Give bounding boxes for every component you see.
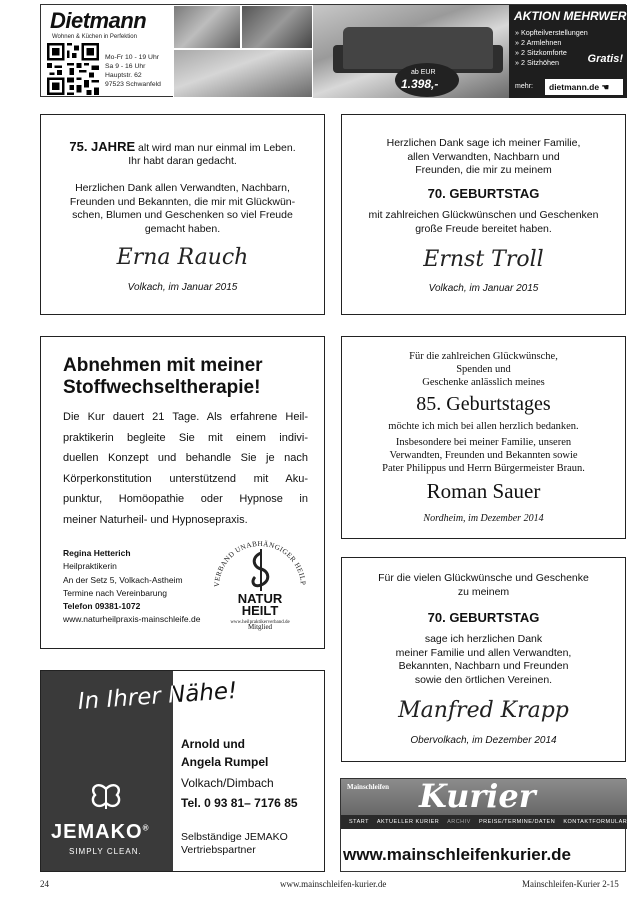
nav-item[interactable]: AKTUELLER KURIER [376, 819, 440, 825]
sauer-signature: Roman Sauer [426, 479, 541, 503]
list-item: » 2 Sitzhöhen [515, 58, 559, 67]
headline-line: Abnehmen mit meiner [63, 355, 263, 376]
seal-main-2: HEILT [241, 603, 279, 618]
contact-phone: Telefon 09381-1072 [63, 601, 141, 612]
price-badge [395, 63, 459, 97]
text-line: Arnold und [181, 737, 245, 751]
address-city: 97523 Schwanfeld [105, 81, 161, 88]
troll-heading: 70. GEBURTSTAG [427, 186, 540, 201]
text-line: Herzlichen Dank sage ich meiner Familie, [386, 137, 581, 149]
price-from-label: ab EUR [411, 69, 436, 76]
ad-roman-sauer [341, 336, 626, 539]
text-line: Freunden und Bekannten, die mir mit Glückwün- [69, 195, 296, 208]
price-value: 1.398,- [401, 77, 439, 91]
contact-appointments: Termine nach Vereinbarung [63, 587, 167, 598]
contact-title: Heilpraktikerin [63, 561, 117, 572]
text-line: gemacht haben. [144, 222, 221, 235]
krapp-intro [342, 572, 625, 599]
jemako-phone: Tel. 0 93 81– 7176 85 [181, 796, 298, 810]
gratis-label: Gratis! [587, 53, 623, 65]
text-line: schen, Blumen und Geschenken so viel Freude [72, 209, 293, 221]
rauch-title-line [41, 139, 324, 154]
nav-item[interactable]: PREISE/TERMINE/DATEN [478, 819, 556, 825]
footer-website: www.mainschleifen-kurier.de [280, 879, 387, 889]
text-line: Die Kur dauert 21 Tage. Als erfahrene Heil- [63, 411, 308, 423]
ad-naturheilpraxis-hetterich [40, 336, 325, 649]
qr-code-icon[interactable] [47, 43, 99, 95]
hours-saturday: Sa 9 - 16 Uhr [105, 63, 146, 70]
text-line: Pater Philippus und Herrn Bürgermeister Braun. [382, 463, 585, 474]
krapp-body [342, 633, 625, 687]
text-line: praktikerin begleite Sie mit einem indivi- [63, 431, 308, 444]
contact-address: An der Setz 5, Volkach-Astheim [63, 574, 183, 585]
furniture-photos [173, 5, 313, 98]
sauer-place-date: Nordheim, im Dezember 2014 [423, 513, 544, 524]
hours-weekday: Mo-Fr 10 - 19 Uhr [105, 54, 160, 61]
rauch-signature: Erna Rauch [116, 245, 249, 270]
dietmann-logo [44, 8, 172, 40]
url-text: dietmann.de [549, 82, 600, 92]
list-item: » Kopfteilverstellungen [515, 28, 588, 37]
troll-intro [342, 137, 625, 178]
text-line: Selbständige JEMAKO [181, 831, 288, 843]
seal-ring-text: VERBAND UNABHÄNGIGER HEILP [212, 539, 308, 588]
text-line: Insbesondere bei meiner Familie, unseren [395, 437, 572, 448]
text-line: zu meinem [457, 585, 510, 598]
text-line: meiner Naturheil- und Hypnosepraxis. [63, 513, 248, 526]
text-line: Für die zahlreichen Glückwünsche, [409, 351, 558, 362]
action-title: AKTION MEHRWERT... [514, 9, 643, 23]
jemako-location: Volkach/Dimbach [181, 776, 274, 790]
rauch-age-head: 75. JAHRE [69, 139, 136, 154]
ad-erna-rauch [40, 114, 325, 315]
text-line: meiner Familie und allen Verwandten, [395, 646, 572, 659]
dietmann-hours [105, 53, 161, 89]
more-label: mehr: [515, 83, 533, 90]
text-line: Herzlichen Dank allen Verwandten, Nachbarn, [75, 182, 290, 194]
text-line: Spenden und [456, 363, 511, 375]
text-line: Körperkonstitution unterstützend mit Aku- [63, 472, 308, 485]
text-line: duellen Konzept und behandle Sie je nach [63, 452, 308, 464]
text-line: Freunden, die mir zu meinem [415, 164, 552, 176]
rauch-place-date: Volkach, im Januar 2015 [127, 282, 238, 293]
sauer-heading: 85. Geburtstages [416, 393, 551, 415]
krapp-heading: 70. GEBURTSTAG [427, 610, 540, 625]
contact-name: Regina Hetterich [63, 548, 131, 558]
nav-item[interactable]: START [349, 819, 370, 825]
pointer-hand-icon: ☚ [601, 82, 610, 92]
jemako-brand-text: JEMAKO [51, 821, 143, 843]
hetterich-body [63, 407, 308, 530]
headline-line: Stoffwechseltherapie! [63, 377, 261, 398]
kurier-url-link[interactable]: www.mainschleifenkurier.de [343, 845, 572, 864]
seal-url: www.heilpraktikerverband.de [230, 620, 290, 625]
ad-ernst-troll [341, 114, 626, 315]
text-line: Angela Rumpel [181, 755, 269, 769]
kurier-logo-script: Kurier [419, 777, 536, 815]
jemako-claim: SIMPLY CLEAN. [69, 847, 142, 856]
ad-mainschleifen-kurier[interactable] [340, 778, 626, 872]
sauer-body [342, 420, 625, 475]
sofa-photo [173, 5, 241, 49]
troll-place-date: Volkach, im Januar 2015 [428, 283, 539, 294]
action-panel [509, 5, 643, 98]
dietmann-url-link[interactable] [545, 79, 623, 95]
jemako-role [181, 831, 288, 857]
kurier-logo-small: Mainschleifen [347, 783, 389, 791]
footer-issue: Mainschleifen-Kurier 2-15 [522, 879, 619, 889]
sofa-photo [173, 49, 313, 98]
dietmann-tagline: Wohnen & Küchen in Perfektion [52, 34, 137, 40]
jemako-brand [51, 821, 149, 844]
naturheilt-seal [205, 531, 315, 631]
text-line: möchte ich mich bei allen herzlich bedanken. [388, 421, 579, 432]
jemako-slogan: In Ihrer Nähe! [77, 677, 239, 715]
text-line: Geschenke anlässlich meines [422, 376, 545, 388]
dietmann-banner-ad[interactable] [40, 4, 643, 97]
nav-item[interactable]: ARCHIV [447, 819, 471, 825]
text-line: Für die vielen Glückwünsche und Geschenke [378, 572, 589, 584]
sauer-intro [342, 351, 625, 389]
hetterich-contact [63, 547, 200, 627]
list-item: » 2 Sitzkomforte [515, 48, 567, 57]
address-street: Hauptstr. 62 [105, 72, 142, 79]
seal-member-label: Mitglied [247, 623, 273, 631]
text-line: Verwandten, Freunden und Bekannten sowie [389, 450, 578, 461]
naturheilt-seal-graphic [205, 531, 315, 631]
page-number: 24 [40, 879, 49, 889]
text-line: Bekannten, Nachbarn und Freunden [398, 660, 569, 672]
jemako-names [181, 735, 268, 771]
text-line: Vertriebspartner [181, 844, 256, 856]
butterfly-logo-icon [89, 783, 123, 815]
ad-jemako-rumpel [40, 670, 325, 872]
rauch-body [41, 182, 324, 236]
dietmann-brand: Dietmann [50, 8, 147, 33]
nav-item[interactable]: KONTAKTFORMULAR [563, 819, 628, 825]
text-line: große Freude bereitet haben. [415, 222, 552, 235]
text-line: sage ich herzlichen Dank [424, 633, 543, 645]
rauch-line1: alt wird man nur einmal im Leben. [135, 142, 296, 154]
troll-body [342, 209, 625, 236]
text-line: allen Verwandten, Nachbarn und [407, 150, 560, 163]
action-list [515, 28, 588, 68]
contact-website-link[interactable]: www.naturheilpraxis-mainschleife.de [63, 614, 201, 625]
list-item: » 2 Armlehnen [515, 38, 562, 47]
text-line: mit zahlreichen Glückwünschen und Geschenken [368, 209, 599, 221]
krapp-place-date: Obervolkach, im Dezember 2014 [410, 735, 557, 746]
rauch-line2: Ihr habt daran gedacht. [128, 155, 237, 167]
text-line: punktur, Homöopathie oder Hypnose in [63, 493, 308, 505]
ad-manfred-krapp [341, 557, 626, 762]
seal-main-1: NATUR [237, 591, 283, 606]
sofa-photo [241, 5, 313, 49]
troll-signature: Ernst Troll [423, 247, 544, 272]
text-line: sowie den örtlichen Vereinen. [414, 673, 553, 686]
hetterich-headline [63, 355, 263, 399]
registered-mark: ® [142, 823, 150, 833]
kurier-nav [341, 815, 627, 829]
krapp-signature: Manfred Krapp [398, 698, 569, 723]
